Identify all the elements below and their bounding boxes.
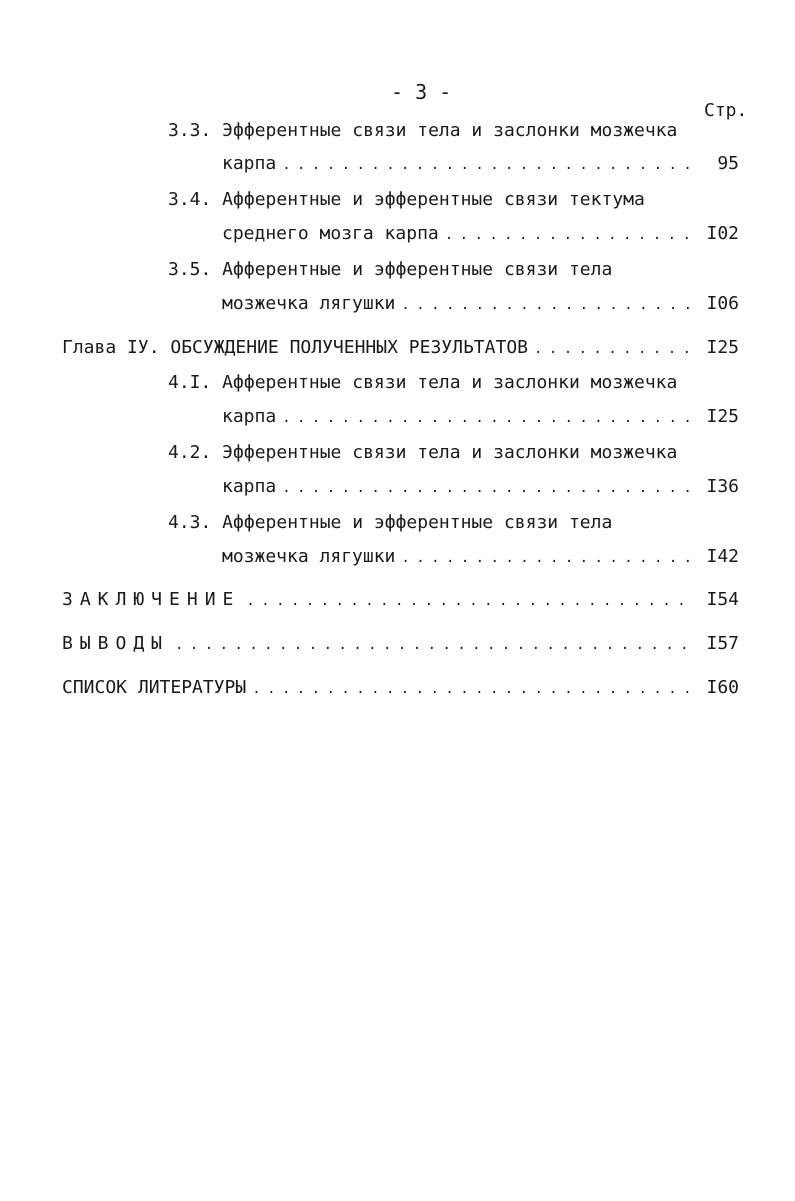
toc-conclusion-title: ЗАКЛЮЧЕНИЕ <box>62 589 241 610</box>
dot-leader <box>282 150 689 179</box>
page-number: - 3 - <box>391 80 452 104</box>
toc-entry-title: 3.5. Афферентные и эфферентные связи тела <box>168 259 613 280</box>
toc-page-number: I57 <box>706 633 739 654</box>
dot-leader <box>445 220 689 249</box>
toc-conclusion <box>62 586 739 614</box>
toc-entry-continuation <box>222 473 739 501</box>
dot-leader <box>401 290 689 319</box>
toc-references-title: СПИСОК ЛИТЕРАТУРЫ <box>62 677 247 698</box>
toc-page-number: 95 <box>717 153 739 174</box>
toc-entry-title-cont: мозжечка лягушки <box>222 546 396 567</box>
toc-entry-continuation <box>222 290 739 318</box>
dot-leader <box>282 473 689 502</box>
toc-entry-continuation <box>222 403 739 431</box>
toc-entry-title: 4.3. Афферентные и эфферентные связи тела <box>168 512 613 533</box>
toc-references <box>62 674 739 702</box>
dot-leader <box>246 586 689 615</box>
toc-page-number: I25 <box>706 406 739 427</box>
toc-page-number: I54 <box>706 589 739 610</box>
toc-entry-title-cont: карпа <box>222 153 277 174</box>
toc-page-number: I02 <box>706 223 739 244</box>
page-column-label: Стр. <box>704 100 748 121</box>
dot-leader <box>282 403 689 432</box>
toc-entry-title-cont: среднего мозга карпа <box>222 223 439 244</box>
dot-leader <box>252 674 689 703</box>
toc-chapter-title: Глава IУ. ОБСУЖДЕНИЕ ПОЛУЧЕННЫХ РЕЗУЛЬТАТОВ <box>62 337 528 358</box>
toc-entry-continuation <box>222 220 739 248</box>
toc-page-number: I06 <box>706 293 739 314</box>
toc-entry-title: 4.2. Эфферентные связи тела и заслонки мозжечка <box>168 442 678 463</box>
toc-entry-title-cont: карпа <box>222 476 277 497</box>
toc-entry-title-cont: карпа <box>222 406 277 427</box>
toc-entry-title-cont: мозжечка лягушки <box>222 293 396 314</box>
toc-entry-title: 4.I. Афферентные связи тела и заслонки мозжечка <box>168 372 678 393</box>
toc-entry-title: 3.4. Афферентные и эфферентные связи тектума <box>168 189 645 210</box>
toc-page-number: I25 <box>706 337 739 358</box>
toc-entry-continuation <box>222 150 739 178</box>
dot-leader <box>534 334 689 363</box>
toc-entry-continuation <box>222 543 739 571</box>
toc-page-number: I60 <box>706 677 739 698</box>
toc-findings <box>62 630 739 658</box>
toc-page-number: I36 <box>706 476 739 497</box>
dot-leader <box>401 543 689 572</box>
toc-entry-title: 3.3. Эфферентные связи тела и заслонки мозжечка <box>168 120 678 141</box>
toc-chapter-4 <box>62 334 739 362</box>
toc-page-number: I42 <box>706 546 739 567</box>
toc-findings-title: ВЫВОДЫ <box>62 633 170 654</box>
dot-leader <box>175 630 689 659</box>
